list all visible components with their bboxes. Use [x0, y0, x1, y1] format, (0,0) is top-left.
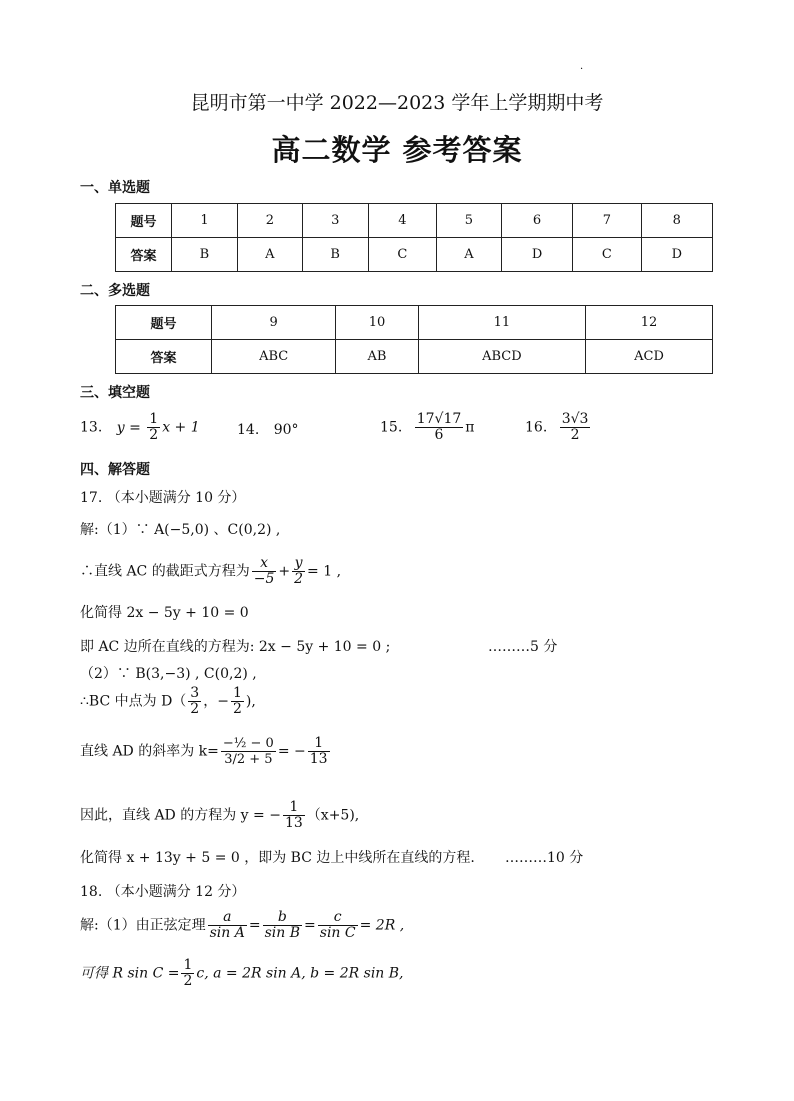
math-text: π: [465, 419, 475, 436]
row-label-answer: 答案: [116, 340, 212, 374]
fraction: [221, 736, 276, 767]
math-text: 直线 AD 的斜率为 k=: [80, 743, 219, 760]
fraction-numerator: 1: [149, 411, 159, 427]
table-cell: 12: [586, 306, 713, 340]
solution-line: [80, 556, 341, 587]
fraction-numerator: 17√17: [416, 411, 462, 427]
fraction-numerator: b: [263, 910, 302, 926]
page-title: 高二数学 参考答案: [271, 133, 523, 167]
math-text: =: [248, 917, 261, 934]
section-heading-single-choice: 一、单选题: [80, 180, 150, 196]
fraction-numerator: 1: [232, 685, 242, 701]
fraction: [283, 800, 305, 831]
fraction-numerator: a: [208, 910, 247, 926]
table-cell: C: [573, 238, 641, 272]
table-cell: ABC: [212, 340, 336, 374]
math-text: 可得 R sin C =: [80, 965, 180, 982]
math-text: = 1 ,: [307, 563, 342, 580]
math-text: y =: [116, 419, 146, 436]
fraction-numerator: 1: [183, 957, 193, 973]
question-number: 16.: [525, 419, 548, 436]
fraction-numerator: 3√3: [561, 411, 589, 427]
fraction-numerator: x: [252, 556, 277, 572]
table-cell: 3: [302, 204, 368, 238]
answer-14: [237, 422, 299, 438]
row-label-question: 题号: [116, 204, 172, 238]
multi-choice-answer-table: [115, 305, 713, 374]
fraction-numerator: y: [292, 556, 305, 572]
table-cell: 7: [573, 204, 641, 238]
math-text: = −: [277, 743, 306, 760]
fraction: [308, 736, 330, 767]
math-text: +: [278, 563, 291, 580]
section-heading-fill-blank: 三、填空题: [80, 385, 150, 401]
fraction: [231, 686, 244, 717]
table-cell: ACD: [586, 340, 713, 374]
fraction-denominator: 2: [570, 427, 580, 443]
question-number: 15.: [380, 419, 403, 436]
fraction: [188, 686, 201, 717]
fraction-denominator: −5: [253, 571, 275, 587]
table-cell: A: [437, 238, 502, 272]
table-cell: D: [641, 238, 712, 272]
solution-line: 解:（1）∵ A(−5,0) 、C(0,2) ,: [80, 522, 281, 538]
fraction-denominator: 13: [284, 815, 303, 831]
fraction-denominator: 2: [183, 973, 193, 989]
table-cell: ABCD: [418, 340, 585, 374]
fraction: [252, 556, 277, 587]
row-label-answer: 答案: [116, 238, 172, 272]
fraction-denominator: sin C: [319, 925, 356, 941]
fraction-denominator: 2: [294, 571, 304, 587]
fraction-denominator: sin A: [209, 925, 245, 941]
fraction-numerator: −½ − 0: [222, 736, 274, 751]
math-text: =: [304, 917, 316, 934]
math-text: = 2R ,: [359, 917, 405, 934]
question-number: 14.: [237, 422, 260, 438]
single-choice-answer-table: [115, 203, 713, 272]
solution-line: 化简得 2x − 5y + 10 = 0: [80, 605, 249, 621]
answer-13: [80, 412, 200, 443]
table-cell: 11: [418, 306, 585, 340]
corner-mark: ·: [580, 64, 584, 75]
table-cell: 10: [336, 306, 418, 340]
solution-line: 即 AC 边所在直线的方程为: 2x − 5y + 10 = 0 ;: [80, 639, 391, 655]
score-marker: ………5 分: [488, 639, 558, 655]
fraction: [560, 412, 591, 443]
table-cell: B: [172, 238, 238, 272]
table-cell: 9: [212, 306, 336, 340]
fraction-numerator: 1: [308, 736, 330, 752]
table-cell: B: [302, 238, 368, 272]
fraction: [318, 910, 358, 941]
table-row-answers: [116, 340, 713, 374]
math-text: 解:（1）由正弦定理: [80, 917, 206, 934]
solution-line: 化简得 x + 13y + 5 = 0 ，即为 BC 边上中线所在直线的方程.: [80, 850, 475, 866]
math-text: （x+5),: [306, 807, 360, 824]
table-row-questions: [116, 204, 713, 238]
math-text: ∴直线 AC 的截距式方程为: [80, 563, 250, 580]
table-cell: D: [501, 238, 572, 272]
table-cell: 6: [501, 204, 572, 238]
problem-18-header: 18. （本小题满分 12 分）: [80, 884, 246, 900]
table-cell: 5: [437, 204, 502, 238]
row-label-question: 题号: [116, 306, 212, 340]
question-number: 13.: [80, 419, 103, 436]
math-text: ∴BC 中点为 D（: [80, 693, 187, 710]
table-row-answers: [116, 238, 713, 272]
fraction: [292, 556, 305, 587]
math-text: ，−: [203, 693, 229, 710]
problem-17-header: 17. （本小题满分 10 分）: [80, 490, 246, 506]
solution-line: [80, 910, 404, 941]
section-heading-solutions: 四、解答题: [80, 462, 150, 478]
fraction-denominator: 6: [434, 427, 444, 443]
section-heading-multi-choice: 二、多选题: [80, 283, 150, 299]
fraction: [181, 958, 194, 989]
fraction-numerator: c: [318, 910, 358, 926]
fraction-denominator: 3/2 + 5: [224, 752, 273, 767]
solution-line: [80, 800, 359, 831]
fraction-denominator: 2: [190, 701, 200, 717]
table-row-questions: [116, 306, 713, 340]
fraction-denominator: 2: [232, 701, 242, 717]
math-text: c, a = 2R sin A, b = 2R sin B,: [196, 965, 404, 982]
fraction: [208, 910, 247, 941]
fraction-denominator: 2: [149, 427, 159, 443]
fraction: [263, 910, 302, 941]
math-text: 90°: [273, 422, 299, 438]
table-cell: A: [237, 238, 302, 272]
table-cell: 2: [237, 204, 302, 238]
fraction-denominator: sin B: [264, 925, 301, 941]
answer-16: [525, 412, 592, 443]
solution-line: [80, 686, 256, 717]
table-cell: AB: [336, 340, 418, 374]
fraction: [147, 412, 160, 443]
table-cell: 8: [641, 204, 712, 238]
solution-line: [80, 958, 404, 989]
math-text: ),: [245, 693, 256, 710]
solution-line: （2）∵ B(3,−3) , C(0,2) ,: [80, 666, 257, 682]
fraction-numerator: 3: [190, 685, 200, 701]
score-marker: ………10 分: [505, 850, 584, 866]
math-text: x + 1: [162, 419, 200, 436]
table-cell: 1: [172, 204, 238, 238]
fraction-denominator: 13: [309, 751, 328, 767]
math-text: 因此，直线 AD 的方程为 y = −: [80, 807, 281, 824]
fraction: [415, 412, 464, 443]
table-cell: 4: [368, 204, 436, 238]
table-cell: C: [368, 238, 436, 272]
answer-15: [380, 412, 474, 443]
fraction-numerator: 1: [283, 800, 305, 816]
solution-line: [80, 736, 332, 767]
exam-subtitle: 昆明市第一中学 2022—2023 学年上学期期中考: [190, 92, 604, 114]
